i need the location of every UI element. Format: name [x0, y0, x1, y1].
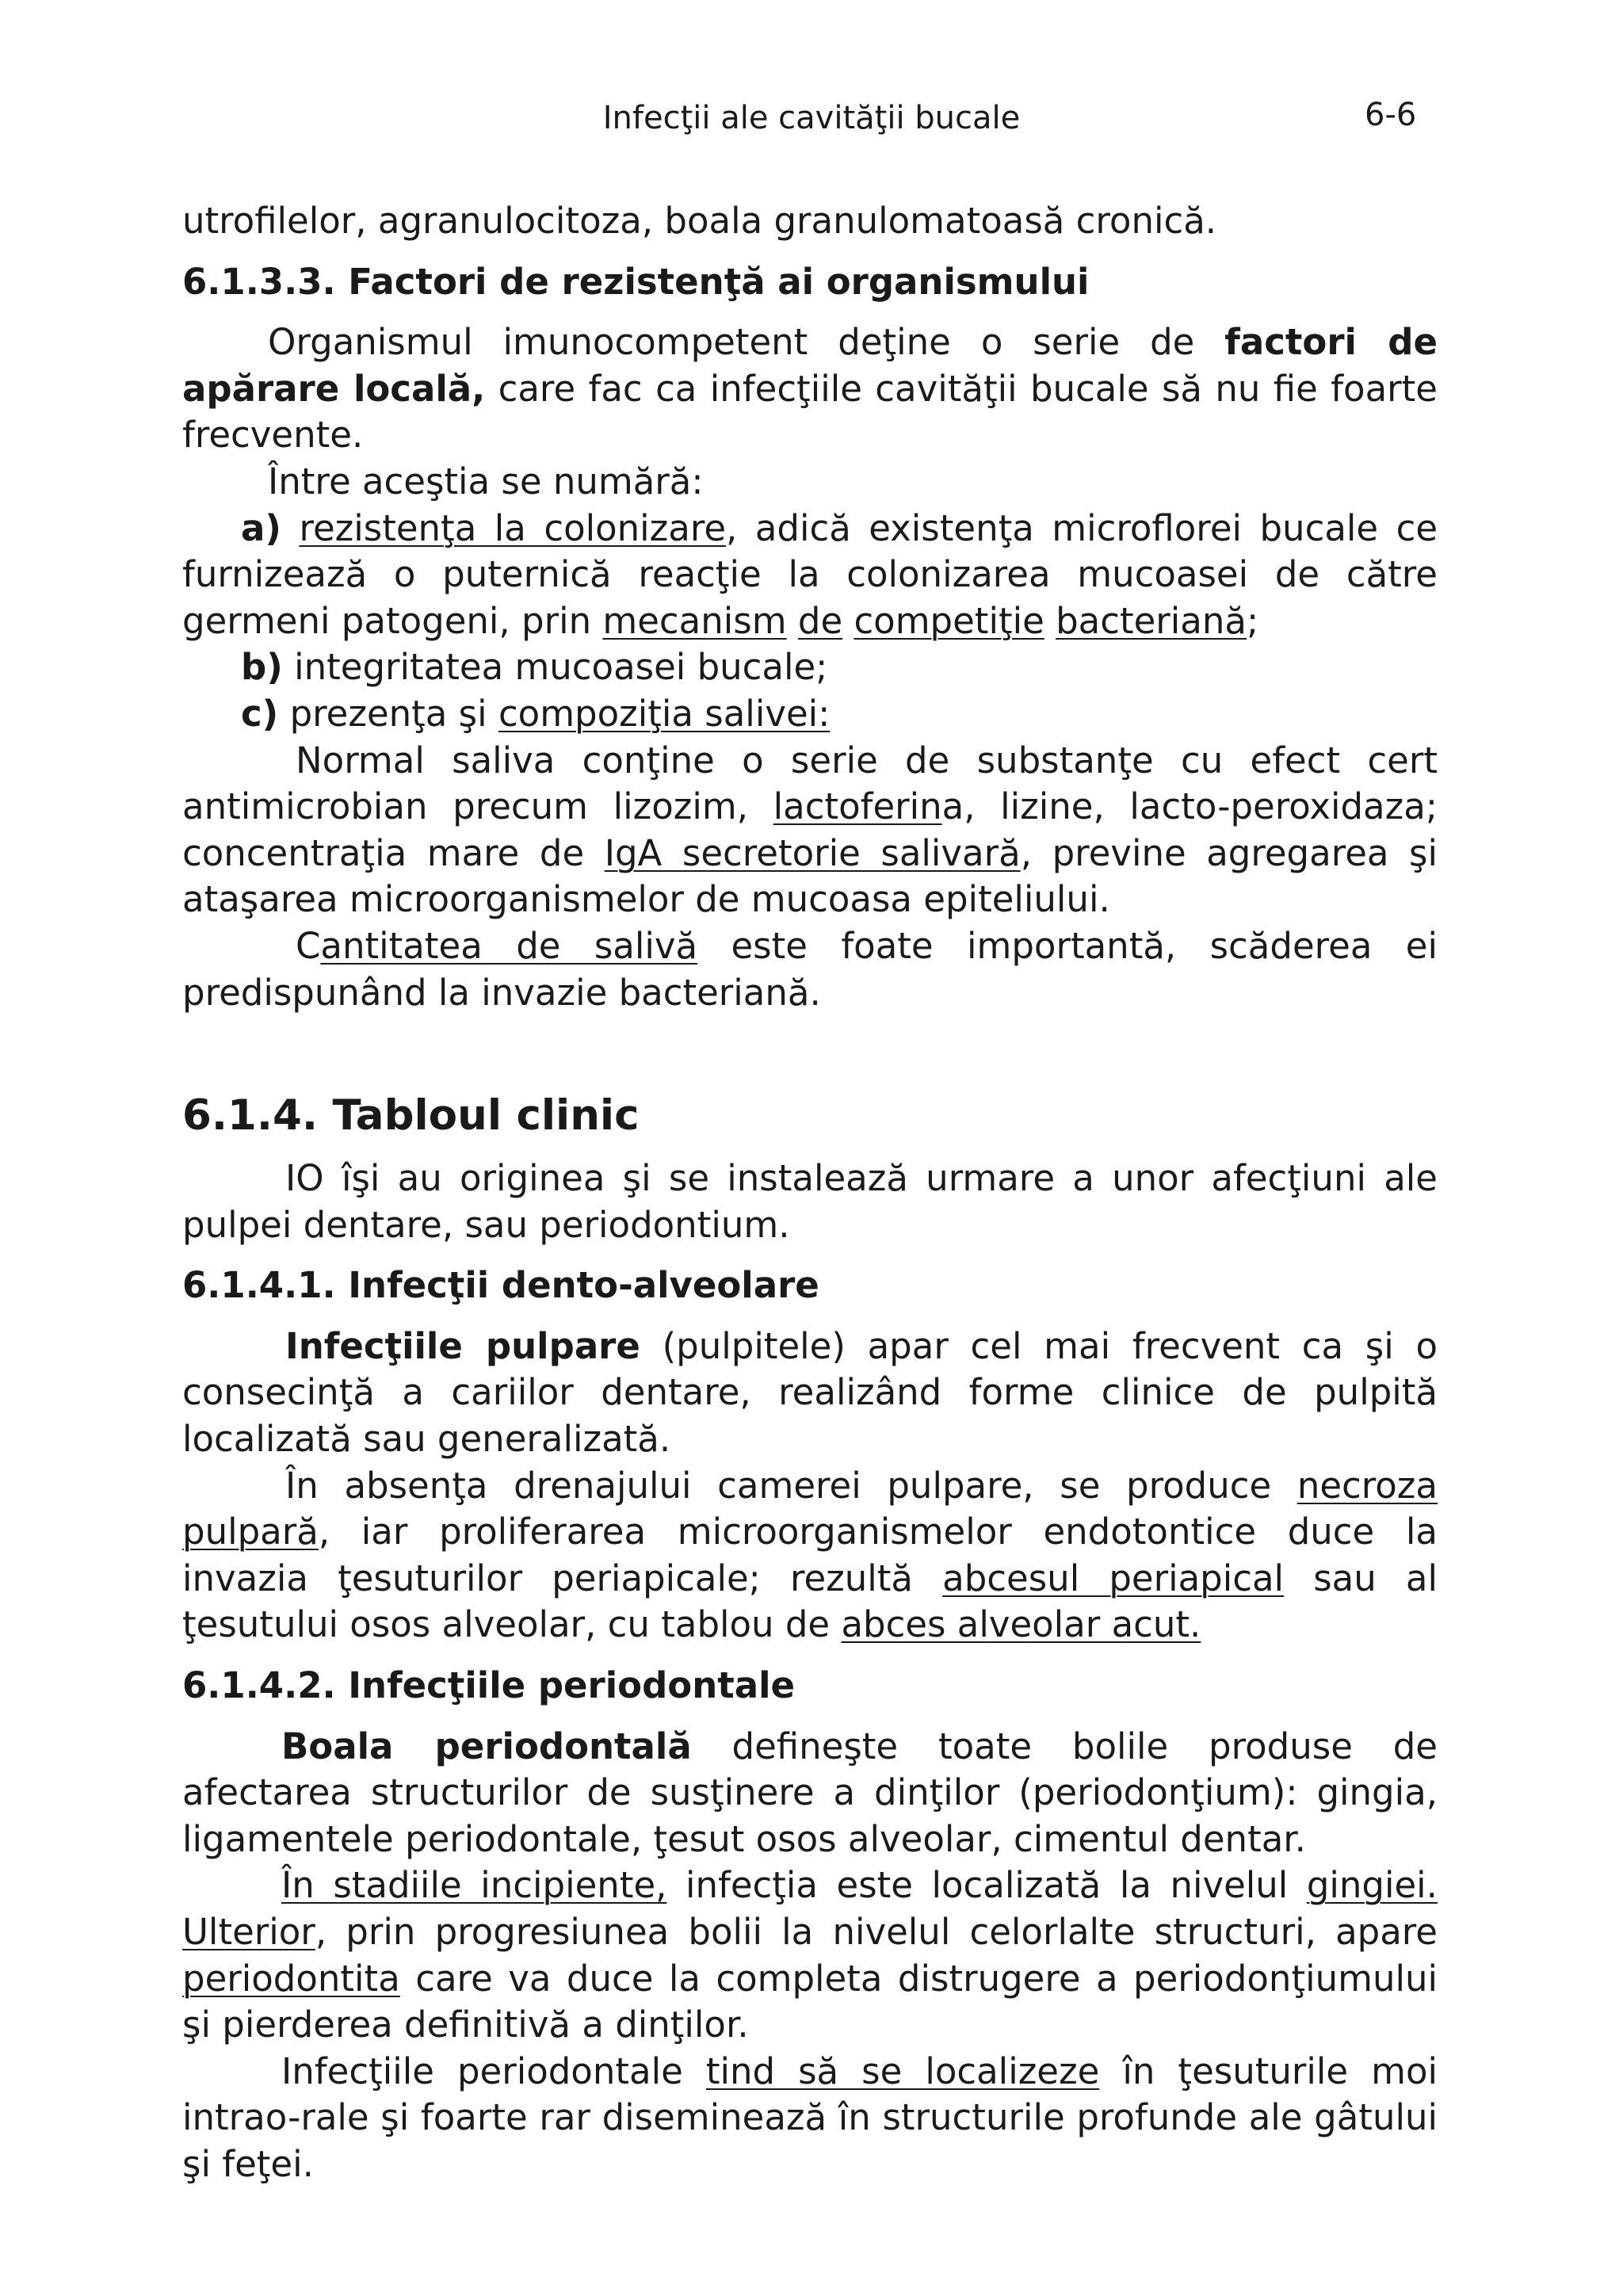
page-body: [182, 198, 1438, 2188]
underlined-text: rezistenţa la colonizare: [299, 506, 727, 549]
underlined-text: tind să se localizeze: [705, 2050, 1100, 2092]
paragraph-cantitatea: [182, 923, 1438, 1016]
text: IO îşi au originea şi se instalează urmare a unor afecţiuni ale pulpei dentare, sau periodontium.: [182, 1157, 1438, 1246]
underlined-text: IgA secretorie salivară: [604, 831, 1021, 874]
carryover-line: [182, 198, 1438, 245]
text: prezenţa şi: [289, 692, 498, 735]
paragraph-absenta-drenaj: [182, 1463, 1438, 1648]
list-marker-a: a): [241, 506, 281, 549]
text: Organismul imunocompetent deţine o serie de: [268, 321, 1225, 364]
page-number: 6-6: [1365, 97, 1417, 133]
paragraph-io-origine: [182, 1156, 1438, 1248]
underlined-text: antitatea de salivă: [320, 924, 698, 967]
text: , iar proliferarea microorganismelor endotontice duce la invazia ţesuturilor periapicale; rezultă: [182, 1511, 1438, 1599]
text: , previne agregarea şi ataşarea microorganismelor de mucoasa epiteliului.: [182, 831, 1438, 921]
heading-6-1-3-3: 6.1.3.3. Factori de rezistenţă ai organismului: [182, 260, 1090, 303]
text: în ţesuturile moi intrao-rale şi foarte rar diseminează în structurile profunde ale gâtului şi feţei.: [182, 2050, 1438, 2185]
paragraph-boala-periodontala: [182, 1724, 1438, 1863]
text: infecţia este localizată la nivelul: [666, 1864, 1307, 1907]
underlined-text: competiţie: [854, 599, 1044, 642]
text: , adică existenţa microflorei bucale ce furnizează o puternică reacţie la colonizarea mucoasei de către germeni patogeni, prin: [182, 506, 1438, 642]
paragraph-factori: [182, 319, 1438, 459]
underlined-text: abces alveolar acut.: [841, 1603, 1201, 1646]
text: integritatea mucoasei bucale;: [294, 646, 828, 689]
carryover-text: utrofilelor, agranulocitoza, boala granulomatoasă cronică.: [182, 200, 1217, 242]
bold-text: Infecţiile pulpare: [285, 1324, 640, 1367]
text: care va duce la completa distrugere a periodonţiumului şi pierderea definitivă a dinţilor.: [182, 1957, 1438, 2046]
underlined-text: lactoferin: [773, 785, 942, 828]
underlined-text: compoziţia salivei:: [498, 692, 831, 735]
bold-text: factori de apărare locală,: [182, 321, 1438, 410]
list-marker-b: b): [241, 646, 283, 689]
paragraph-infectii-pulpare: [182, 1324, 1438, 1463]
list-item-a: [182, 506, 1438, 645]
underlined-text: În stadiile incipiente,: [281, 1864, 667, 1907]
text: Normal saliva conţine o serie de substanţe cu efect cert antimicrobian precum lizozim,: [182, 739, 1438, 828]
paragraph-tind-localizeze: [182, 2049, 1438, 2188]
underlined-text: abcesul periapical: [942, 1557, 1285, 1599]
list-item-b: [182, 644, 1438, 691]
text: defineşte toate bolile produse de afectarea structurilor de susţinere a dinţilor (periodonţium): gingia, ligamentele periodontale, ţesut osos alveolar, cimentul dentar.: [182, 1725, 1438, 1860]
text: ;: [1246, 599, 1259, 642]
paragraph-normal-saliva: [182, 738, 1438, 923]
heading-6-1-4: 6.1.4. Tabloul clinic: [182, 1091, 640, 1140]
heading-6-1-4-1: 6.1.4.1. Infecţii dento-alveolare: [182, 1264, 819, 1307]
text: este foate importantă, scăderea ei predispunând la invazie bacteriană.: [182, 924, 1438, 1014]
text: a, lizine, lacto-peroxidaza; concentraţia mare de: [182, 785, 1438, 874]
paragraph-intre-acestia: [182, 459, 1438, 506]
underlined-text: periodontita: [182, 1957, 400, 2000]
underlined-text: bacteriană: [1056, 599, 1247, 642]
text: În absenţa drenajului camerei pulpare, se produce: [285, 1464, 1297, 1507]
paragraph-stadii-incipiente: [182, 1862, 1438, 2048]
list-item-c: [182, 691, 1438, 738]
running-header-title: Infecţii ale cavităţii bucale: [602, 100, 1021, 136]
bold-text: Boala periodontală: [281, 1725, 692, 1767]
text: care fac ca infecţiile cavităţii bucale să nu fie foarte frecvente.: [182, 367, 1438, 457]
heading-6-1-4-2: 6.1.4.2. Infecţiile periodontale: [182, 1664, 796, 1707]
text: C: [296, 924, 321, 967]
text: Infecţiile periodontale: [281, 2050, 706, 2092]
text: , prin progresiunea bolii la nivelul celorlalte structuri, apare: [315, 1911, 1438, 1953]
underlined-text: necroza pulpară: [182, 1464, 1438, 1553]
underlined-text: gingiei.: [1306, 1864, 1438, 1907]
underlined-text: mecanism: [602, 599, 787, 642]
text: sau al ţesutului osos alveolar, cu tablou de: [182, 1557, 1438, 1646]
text: (pulpitele) apar cel mai frecvent ca şi o consecinţă a cariilor dentare, realizând forme clinice de pulpită localizată sau generalizată.: [182, 1324, 1438, 1461]
underlined-text: Ulterior: [182, 1911, 315, 1953]
underlined-text: de: [797, 599, 843, 642]
text: Între aceştia se numără:: [268, 460, 704, 502]
list-marker-c: c): [241, 692, 279, 735]
